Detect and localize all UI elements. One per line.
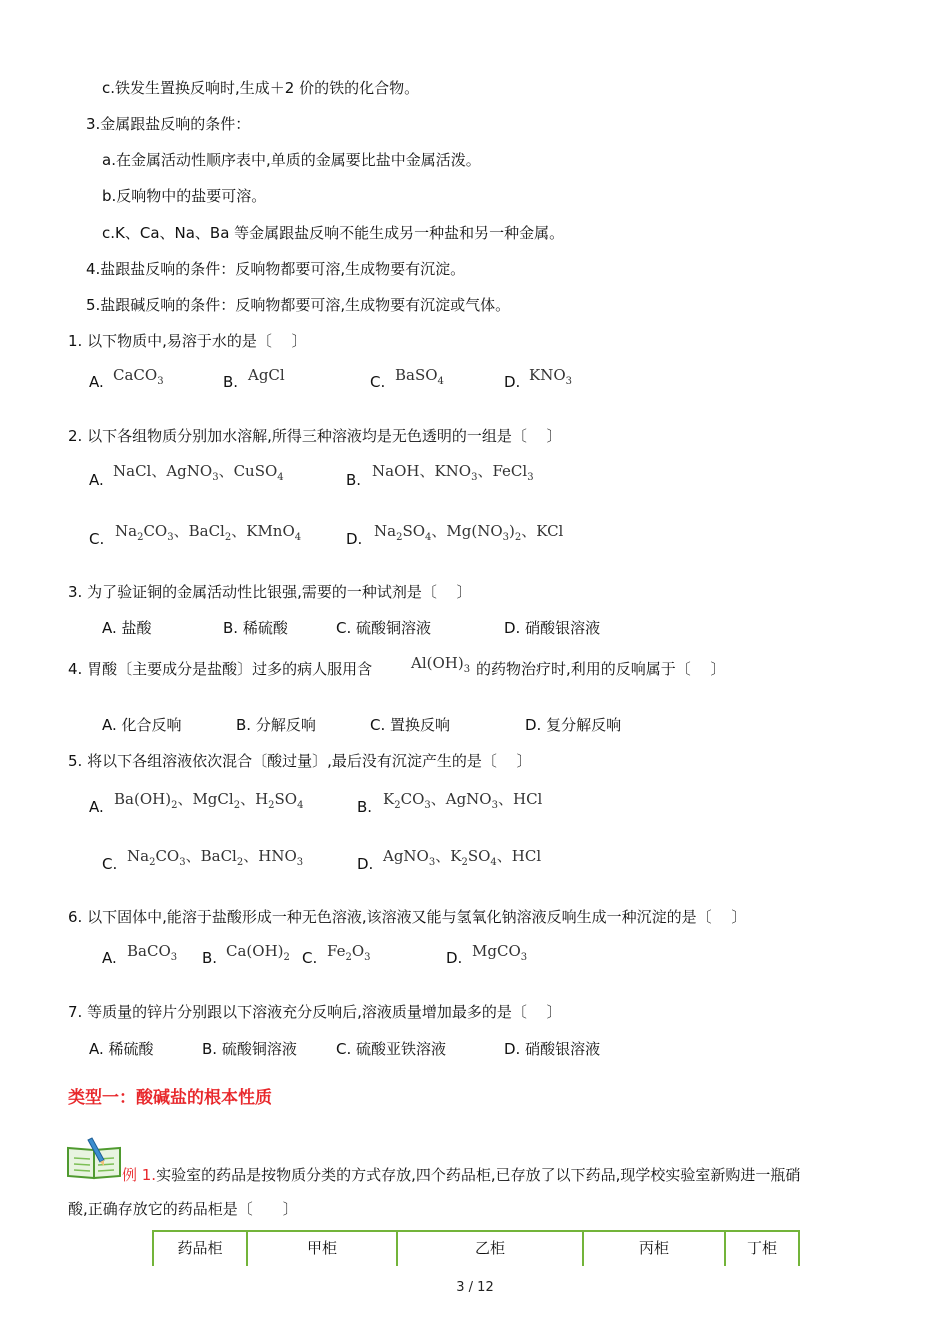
q3-option-b: B. 稀硫酸: [223, 619, 288, 637]
q7-stem: 7. 等质量的锌片分别跟以下溶液充分反响后,溶液质量增加最多的是〔 〕: [68, 1003, 562, 1021]
q6-option-b: [202, 948, 217, 968]
q1-option-a: [89, 372, 104, 392]
q5-option-b: [357, 797, 372, 817]
q6-option-c: [302, 948, 317, 968]
formula: BaCO$_3$: [127, 942, 178, 963]
option-label: B.: [202, 949, 218, 967]
q7-option-d: D. 硝酸银溶液: [504, 1040, 601, 1058]
q1-option-d: [504, 372, 520, 392]
example-text-1: 实验室的药品是按物质分类的方式存放,四个药品柜,已存放了以下药品,现学校实验室新购进一瓶硝: [156, 1166, 801, 1184]
q1-option-c: [370, 372, 385, 392]
rule-3-title: 3.金属跟盐反响的条件：: [86, 115, 251, 133]
q1-stem: 1. 以下物质中,易溶于水的是〔 〕: [68, 332, 307, 350]
option-label: C.: [370, 373, 386, 391]
table-header-row: [153, 1231, 799, 1266]
option-label: A.: [102, 949, 117, 967]
formula: MgCO$_3$: [472, 942, 528, 963]
formula: $Ca(OH)_2$: [226, 942, 290, 963]
q2-option-c: [89, 529, 104, 549]
q6-stem: 6. 以下固体中,能溶于盐酸形成一种无色溶液,该溶液又能与氢氧化钠溶液反响生成一种沉淀的是〔 〕: [68, 908, 747, 926]
example-line-1: [122, 1165, 800, 1185]
formula: AgNO$_3$、$K_2SO_4$、HCl: [383, 847, 542, 868]
q2-option-b: [346, 470, 361, 490]
table-header-cell: 丙柜: [583, 1231, 725, 1266]
option-label: C.: [102, 855, 118, 873]
q5-option-c: [102, 854, 117, 874]
page-number: 3 / 12: [456, 1280, 494, 1295]
q3-option-c: C. 硫酸铜溶液: [336, 619, 432, 637]
option-label: A.: [89, 471, 104, 489]
rule-5: 5.盐跟碱反响的条件：反响物都要可溶,生成物要有沉淀或气体。: [86, 296, 511, 314]
formula: BaSO$_4$: [395, 366, 444, 387]
option-label: A.: [89, 798, 104, 816]
rule-iron-c: c.铁发生置换反响时,生成＋2 价的铁的化合物。: [102, 79, 420, 97]
q4-stem-start: 4. 胃酸〔主要成分是盐酸〕过多的病人服用含: [68, 660, 373, 678]
option-label: D.: [504, 373, 521, 391]
option-label: B.: [346, 471, 362, 489]
section-heading: 类型一：酸碱盐的根本性质: [68, 1088, 272, 1108]
option-label: D.: [446, 949, 463, 967]
q6-option-a: [102, 948, 117, 968]
book-pencil-icon: [66, 1136, 124, 1180]
q4-option-b: B. 分解反响: [236, 716, 316, 734]
q1-option-b: [223, 372, 238, 392]
q5-option-d: [357, 854, 373, 874]
q5-stem: 5. 将以下各组溶液依次混合〔酸过量〕,最后没有沉淀产生的是〔 〕: [68, 752, 532, 770]
example-label: 例 1.: [122, 1166, 157, 1184]
formula: $K_2CO_3$、AgNO$_3$、HCl: [383, 790, 543, 811]
q5-option-a: [89, 797, 104, 817]
cabinet-table: [152, 1230, 800, 1266]
q7-option-b: B. 硫酸铜溶液: [202, 1040, 297, 1058]
option-label: B.: [357, 798, 373, 816]
example-line-2: 酸,正确存放它的药品柜是〔 〕: [68, 1200, 298, 1218]
table-header-cell: 甲柜: [247, 1231, 397, 1266]
formula: $Na_2CO_3$、BaCl$_2$、KMnO$_4$: [115, 522, 302, 543]
rule-3-a: a.在金属活动性顺序表中,单质的金属要比盐中金属活泼。: [102, 151, 481, 169]
option-label: D.: [346, 530, 363, 548]
q7-option-a: A. 稀硫酸: [89, 1040, 154, 1058]
table-header-cell: 药品柜: [153, 1231, 247, 1266]
q2-stem: 2. 以下各组物质分别加水溶解,所得三种溶液均是无色透明的一组是〔 〕: [68, 427, 562, 445]
q4-option-d: D. 复分解反响: [525, 716, 622, 734]
rule-4: 4.盐跟盐反响的条件：反响物都要可溶,生成物要有沉淀。: [86, 260, 466, 278]
formula: AgCl: [248, 366, 285, 384]
table-header-cell: 丁柜: [725, 1231, 799, 1266]
formula: $Al(OH)_3$: [411, 654, 471, 675]
q4-option-c: C. 置换反响: [370, 716, 451, 734]
option-label: B.: [223, 373, 239, 391]
q4-option-a: A. 化合反响: [102, 716, 182, 734]
formula: $KNO_3$: [529, 366, 573, 387]
q6-option-d: [446, 948, 462, 968]
q7-option-c: C. 硫酸亚铁溶液: [336, 1040, 447, 1058]
rule-3-c: c.K、Ca、Na、Ba 等金属跟盐反响不能生成另一种盐和另一种金属。: [102, 224, 565, 242]
formula: CaCO$_3$: [113, 366, 164, 387]
formula: $Na_2CO_3$、BaCl$_2$、$HNO_3$: [127, 847, 304, 868]
formula: $Ba(OH)_2$、MgCl$_2$、$H_2SO_4$: [114, 790, 304, 811]
formula: $Fe_2O_3$: [327, 942, 371, 963]
rule-3-b: b.反响物中的盐要可溶。: [102, 187, 267, 205]
q4-stem-end: 的药物治疗时,利用的反响属于〔 〕: [476, 660, 726, 678]
formula: $Na_2SO_4$、$Mg(NO_3)_2$、KCl: [374, 522, 564, 543]
q2-option-d: [346, 529, 362, 549]
q3-option-d: D. 硝酸银溶液: [504, 619, 601, 637]
option-label: A.: [89, 373, 104, 391]
table-header-cell: 乙柜: [397, 1231, 583, 1266]
q3-option-a: A. 盐酸: [102, 619, 152, 637]
option-label: C.: [302, 949, 318, 967]
q3-stem: 3. 为了验证铜的金属活动性比银强,需要的一种试剂是〔 〕: [68, 583, 472, 601]
formula: NaCl、AgNO$_3$、CuSO$_4$: [113, 462, 284, 483]
formula: NaOH、$KNO_3$、FeCl$_3$: [372, 462, 534, 483]
option-label: C.: [89, 530, 105, 548]
option-label: D.: [357, 855, 374, 873]
q2-option-a: [89, 470, 104, 490]
